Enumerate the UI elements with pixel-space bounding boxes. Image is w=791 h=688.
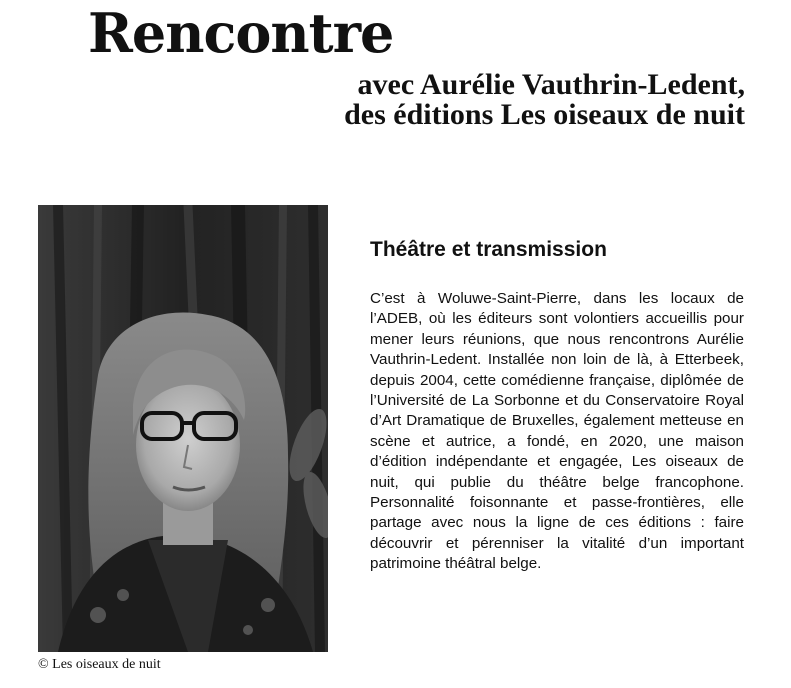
subtitle-line-2: des éditions Les oiseaux de nuit <box>344 98 745 131</box>
page-subtitle <box>344 70 745 130</box>
page-title: Rencontre <box>88 1 394 65</box>
photo-credit: © Les oiseaux de nuit <box>38 657 161 672</box>
portrait-photo <box>38 205 328 652</box>
article-body: C’est à Woluwe-Saint-Pierre, dans les locaux de l’ADEB, où les éditeurs sont volontiers accueillis pour mener leurs réunions, que nous rencontrons Aurélie Vauthrin-Ledent. Installée non loin de là, à Etterbeek, depuis 2004, cette comédienne française, diplômée de l’Université de La Sorbonne et du Conservatoire Royal d’Art Dramatique de Bruxelles, également metteuse en scène et autrice, a fondé, en 2020, une maison d’édition indépendante et engagée, Les oiseaux de nuit, qui publie du théâtre belge francophone. Personnalité foisonnante et passe-frontières, elle partage avec nous la ligne de ces éditions : faire découvrir et pérenniser la vitalité d’un important patrimoine théâtral belge. <box>370 290 744 573</box>
portrait-illustration <box>38 205 328 652</box>
section-heading: Théâtre et transmission <box>370 238 607 261</box>
subtitle-line-1: avec Aurélie Vauthrin-Ledent, <box>357 68 745 101</box>
